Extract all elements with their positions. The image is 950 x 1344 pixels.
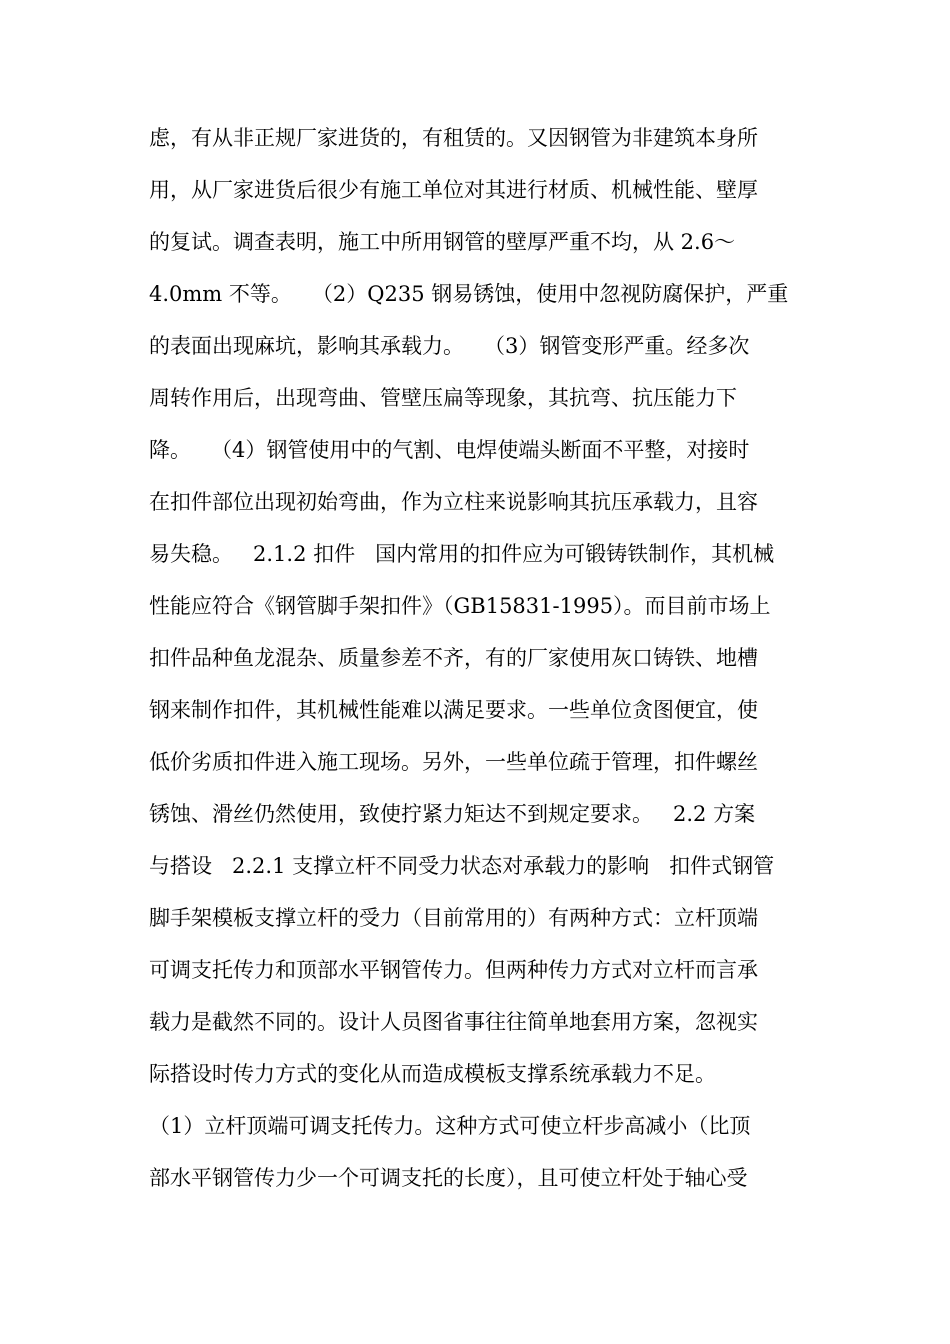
text-line: 4.0mm 不等。 （2）Q235 钢易锈蚀，使用中忽视防腐保护，严重	[149, 282, 789, 306]
text-line: 载力是截然不同的。设计人员图省事往往简单地套用方案，忽视实	[149, 1010, 758, 1034]
text-line: 际搭设时传力方式的变化从而造成模板支撑系统承载力不足。	[149, 1062, 716, 1086]
text-line: 低价劣质扣件进入施工现场。另外，一些单位疏于管理，扣件螺丝	[149, 750, 758, 774]
text-line: （1）立杆顶端可调支托传力。这种方式可使立杆步高减小（比顶	[149, 1114, 751, 1138]
text-line: 部水平钢管传力少一个可调支托的长度），且可使立杆处于轴心受	[149, 1166, 748, 1190]
text-line: 钢来制作扣件，其机械性能难以满足要求。一些单位贪图便宜，使	[149, 698, 758, 722]
text-line: 的复试。调查表明，施工中所用钢管的壁厚严重不均，从 2.6～	[149, 230, 736, 254]
text-line: 周转作用后，出现弯曲、管壁压扁等现象，其抗弯、抗压能力下	[149, 386, 737, 410]
text-line: 脚手架模板支撑立杆的受力（目前常用的）有两种方式：立杆顶端	[149, 906, 758, 930]
text-line: 降。 （4）钢管使用中的气割、电焊使端头断面不平整，对接时	[149, 438, 750, 462]
body-paragraph	[149, 118, 809, 1210]
text-line: 性能应符合《钢管脚手架扣件》（GB15831-1995）。而目前市场上	[149, 594, 771, 618]
text-line: 扣件品种鱼龙混杂、质量参差不齐，有的厂家使用灰口铸铁、地槽	[149, 646, 758, 670]
text-line: 可调支托传力和顶部水平钢管传力。但两种传力方式对立杆而言承	[149, 958, 758, 982]
text-line: 的表面出现麻坑，影响其承载力。 （3）钢管变形严重。经多次	[149, 334, 750, 358]
text-line: 用，从厂家进货后很少有施工单位对其进行材质、机械性能、壁厚	[149, 178, 758, 202]
text-line: 与搭设 2.2.1 支撑立杆不同受力状态对承载力的影响 扣件式钢管	[149, 854, 775, 878]
text-line: 易失稳。 2.1.2 扣件 国内常用的扣件应为可锻铸铁制作，其机械	[149, 542, 775, 566]
text-line: 在扣件部位出现初始弯曲，作为立柱来说影响其抗压承载力，且容	[149, 490, 758, 514]
text-line: 虑，有从非正规厂家进货的，有租赁的。又因钢管为非建筑本身所	[149, 126, 758, 150]
text-line: 锈蚀、滑丝仍然使用，致使拧紧力矩达不到规定要求。 2.2 方案	[149, 802, 756, 826]
